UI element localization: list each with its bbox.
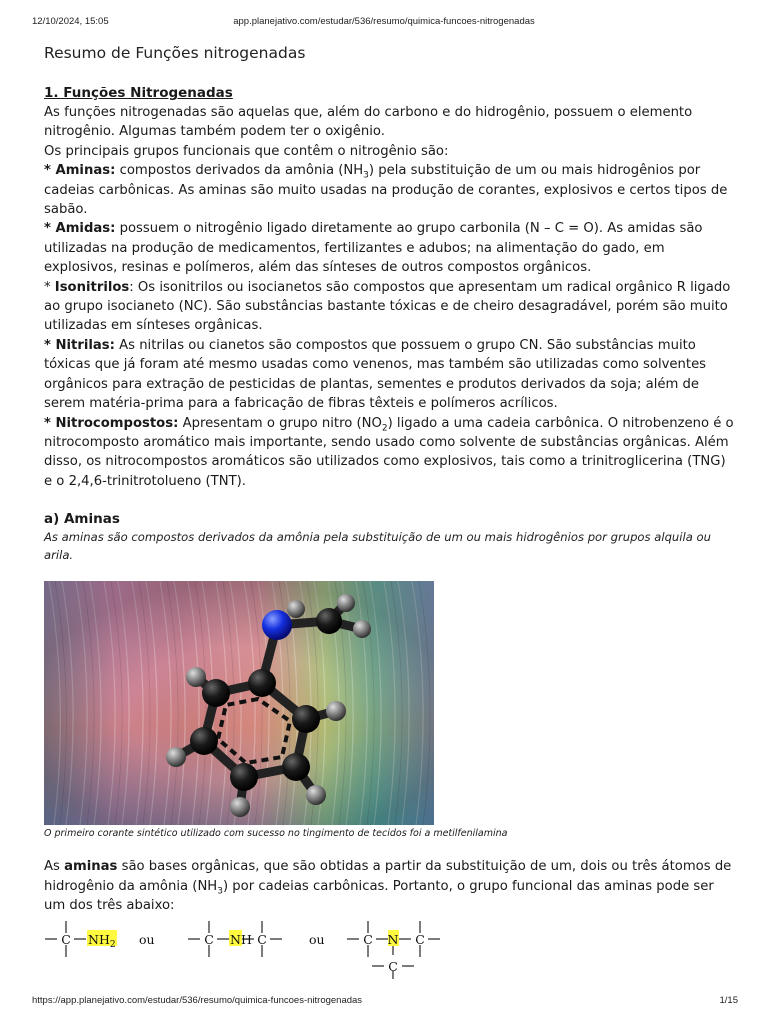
connector-ou-1: ou — [139, 932, 155, 948]
print-url: app.planejativo.com/estudar/536/resumo/quimica-funcoes-nitrogenadas — [233, 16, 535, 27]
print-footer — [0, 995, 768, 1009]
figure-caption: O primeiro corante sintético utilizado com sucesso no tingimento de tecidos foi a metilfenilamina — [44, 828, 508, 840]
amine-functional-groups — [44, 917, 464, 979]
secondary-carbon-right: C — [257, 932, 267, 948]
tertiary-carbon-left: C — [363, 932, 373, 948]
methylphenylamine-image — [44, 581, 434, 825]
tertiary-carbon-right: C — [415, 932, 425, 948]
amine-structures-diagram — [44, 917, 464, 979]
page-number: 1/15 — [719, 995, 738, 1006]
primary-carbon: C — [61, 932, 71, 948]
tertiary-amine-group: N — [387, 932, 399, 948]
secondary-carbon-left: C — [204, 932, 214, 948]
item-nitrilas: * Nitrilas: As nitrilas ou cianetos são compostos que possuem o grupo CN. São substâncias muito tóxicas que já foram até mesmo usadas como venenos, mas também são utilizadas como solventes orgânicos para extração de pesticidas de plantas, sementes e produtos derivados da soja; além de serem matéria-prima para a fabricação de fibras têxteis e polímeros acrílicos. — [44, 337, 707, 412]
item-nitrocompostos: * Nitrocompostos: Apresentam o grupo nitro $(NO_2)$ ligado a uma cadeia carbônica. O nitrobenzeno é o nitrocomposto aromático mais importante, sendo usado como solvente de substâncias orgânicas. Além disso, os nitrocompostos aromáticos são utilizados como explosivos, tais como a trinitroglicerina (TNG) e o 2,4,6-trinitrotolueno (TNT). — [44, 415, 734, 489]
item-isonitrilos: * Isonitrilos: Os isonitrilos ou isocianetos são compostos que apresentam um radical orgânico R ligado ao grupo isocianeto (NC). São substâncias bastante tóxicas e de cheiro desagradável, porém são muito utilizadas em sínteses orgânicas. — [44, 279, 731, 334]
item-amidas: * Amidas: possuem o nitrogênio ligado diretamente ao grupo carbonila (N – C = O). As amidas são utilizadas na produção de medicamentos, fertilizantes e adubos; na alimentação do gado, em explosivos, resinas e polímeros, além das sínteses de outros compostos orgânicos. — [44, 221, 703, 276]
intro-paragraph: As funções nitrogenadas são aquelas que, além do carbono e do hidrogênio, possuem o elemento nitrogênio. Algumas também podem ter o oxigênio. Os principais grupos funcionais que contêm o nitrogênio são: — [44, 105, 693, 159]
section-heading-funcoes: 1. Funções Nitrogenadas — [44, 85, 233, 101]
print-date: 12/10/2024, 15:05 — [32, 16, 109, 27]
print-header — [0, 16, 768, 30]
connector-ou-2: ou — [309, 932, 325, 948]
primary-amine-group: $NH_2$ — [88, 932, 116, 951]
subheading-aminas: a) Aminas — [44, 511, 120, 528]
article-content — [44, 42, 734, 979]
tertiary-carbon-bottom: C — [388, 959, 398, 975]
aminas-definition: As aminas são compostos derivados da amônia pela substituição de um ou mais hidrogênios por grupos alquila ou arila. — [44, 530, 711, 562]
aminas-explanation: As aminas são bases orgânicas, que são obtidas a partir da substituição de um, dois ou três átomos de hidrogênio da amônia $(NH_3)$ por cadeias carbônicas. Portanto, o grupo funcional das aminas pode ser um dos três abaixo: — [44, 859, 732, 913]
molecule-photo — [44, 581, 434, 825]
footer-url: https://app.planejativo.com/estudar/536/resumo/quimica-funcoes-nitrogenadas — [32, 995, 363, 1006]
secondary-amine-group: NH — [230, 932, 252, 948]
page-title: Resumo de Funções nitrogenadas — [44, 44, 306, 62]
item-aminas: * Aminas: compostos derivados da amônia $(NH_3)$ pela substituição de um ou mais hidrogênios por cadeias carbônicas. As aminas são muito usadas na produção de corantes, explosivos e certos tipos de sabão. — [44, 163, 728, 218]
